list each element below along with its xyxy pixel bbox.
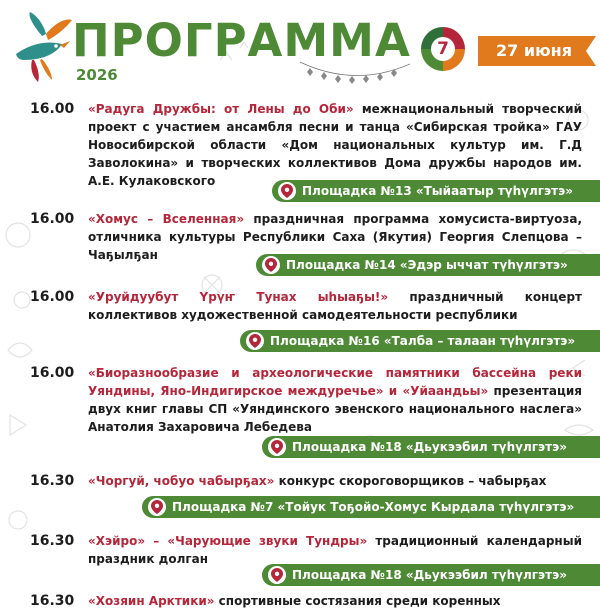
venue-badge [256, 254, 600, 276]
event-time: 16.30 [30, 473, 75, 489]
date-label: 27 июня [496, 41, 572, 60]
venue-badge [142, 496, 600, 518]
event-description [88, 592, 582, 610]
event-text: конкурс скороговорщиков – чабырҕах [274, 474, 547, 488]
event-name: «Хэйро» – «Чарующие звуки Тундры» [88, 534, 368, 548]
event-name: «Радуга Дружбы: от Лены до Оби» [88, 102, 354, 116]
event-text: презентация двух книг главы СП «Уяндинского эвенского национального наслега» Анатолия Захаровича Лебедева [88, 384, 582, 434]
event-text: спортивные состязания среди коренных [214, 594, 501, 608]
garland-decoration-icon [300, 58, 410, 86]
event-time: 16.00 [30, 101, 75, 117]
venue-label: Площадка №18 «Дьукээбил түһүлгэтэ» [292, 568, 567, 582]
page-title: ПРОГРАММА [72, 14, 411, 67]
venue-label: Площадка №18 «Дьукээбил түһүлгэтэ» [292, 440, 567, 454]
event-description [88, 532, 582, 568]
venue-label: Площадка №13 «Тыйаатыр түһүлгэтэ» [302, 184, 573, 198]
event-description [88, 288, 582, 324]
event-time: 16.00 [30, 289, 75, 305]
event-time: 16.00 [30, 365, 75, 381]
venue-badge [240, 330, 600, 352]
event-time: 16.30 [30, 533, 75, 549]
badge-number: 7 [437, 39, 449, 59]
venue-label: Площадка №14 «Эдэр ыччат түһүлгэтэ» [286, 258, 568, 272]
venue-badge [262, 564, 600, 586]
event-name: «Хомус – Вселенная» [88, 212, 245, 226]
event-description [88, 472, 582, 490]
bird-logo-icon [12, 10, 74, 84]
year-label: 2026 [76, 66, 118, 84]
event-text: традиционный календарный праздник долган [88, 534, 582, 566]
event-name: «Уруйдуубут Үрүҥ Тунах ыһыаҕы!» [88, 290, 389, 304]
venue-label: Площадка №16 «Талба – талаан түһүлгэтэ» [270, 334, 576, 348]
event-name: «Чоргуй, чобуо чабырҕах» [88, 474, 275, 488]
location-pin-icon [268, 438, 286, 456]
event-description [88, 364, 582, 436]
event-time: 16.30 [30, 593, 75, 609]
header [0, 0, 600, 92]
location-pin-icon [148, 498, 166, 516]
location-pin-icon [268, 566, 286, 584]
event-name: «Хозяин Арктики» [88, 594, 215, 608]
venue-badge [262, 436, 600, 458]
event-text: праздничный концерт коллективов художественной самодеятельности республики [88, 290, 582, 322]
event-text: межнациональный творческий проект с участием ансамбля песни и танца «Сибирская тройка» ГАУ Новосибирской области «Дом национальных культур им. Г.Д Заволокина» и творческих коллективов Дома дружбы народов им. А.Е. Кулаковского [88, 102, 582, 188]
location-pin-icon [278, 182, 296, 200]
location-pin-icon [262, 256, 280, 274]
event-description [88, 100, 582, 190]
location-pin-icon [246, 332, 264, 350]
venue-badge [272, 180, 600, 202]
event-time: 16.00 [30, 211, 75, 227]
event-text: праздничная программа хомусиста-виртуоза, отличника культуры Республики Саха (Якутия) Георгия Слепцова – Чаҕылҕан [88, 212, 583, 262]
event-name: «Биоразнообразие и археологические памятники бассейна реки Уяндины, Яно-Индигирское междуречье» и «Уйаандьы» [88, 366, 582, 398]
venue-label: Площадка №7 «Тойук Тоҕойо-Хомус Кырдала түһүлгэтэ» [172, 500, 575, 514]
